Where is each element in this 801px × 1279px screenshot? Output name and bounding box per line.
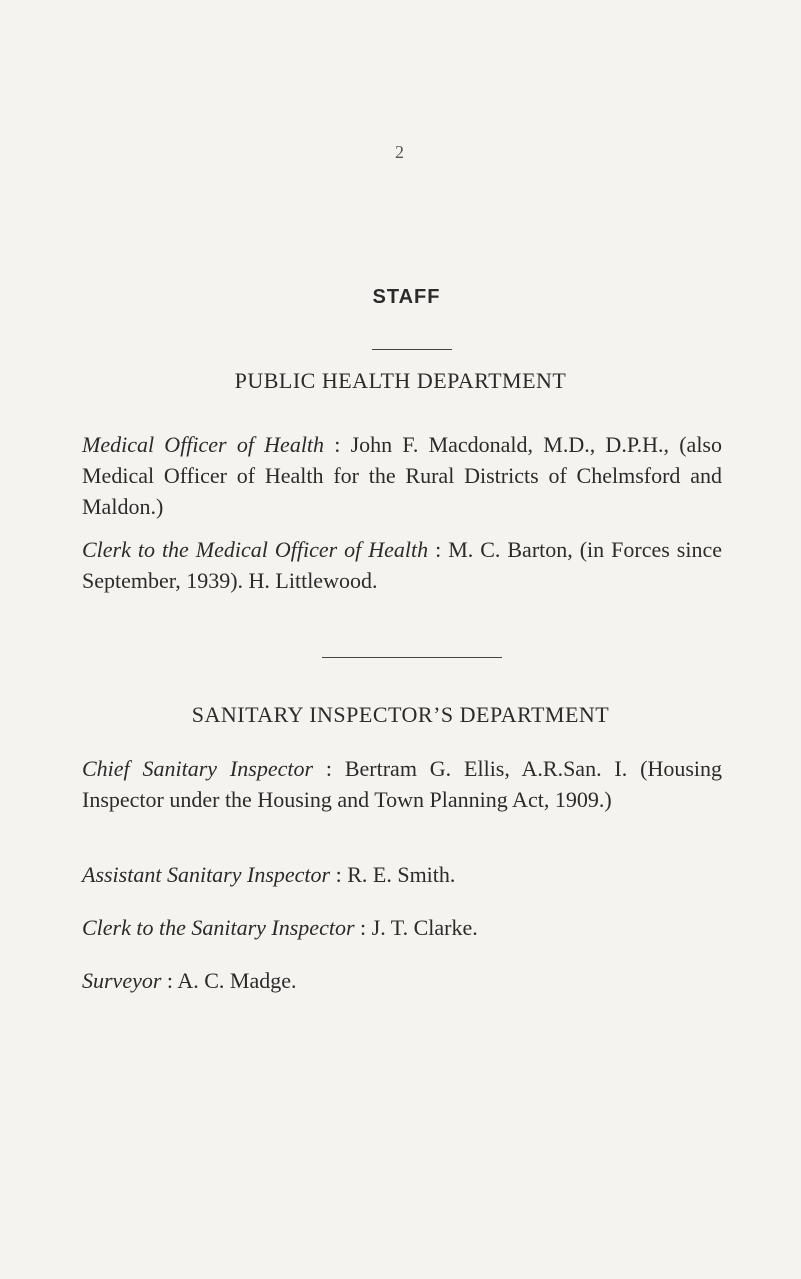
entry-text: : R. E. Smith.	[330, 862, 456, 887]
clerk-medical-officer-entry	[82, 534, 722, 596]
role-label: Surveyor	[82, 968, 162, 993]
role-label: Assistant Sanitary Inspector	[82, 862, 331, 887]
surveyor-entry	[82, 965, 722, 996]
role-label: Medical Officer of Health	[82, 432, 325, 457]
entry-text: : John F. Macdonald, M.D., D.P.H., (also Medical Officer of Health for the Rural Districts of Chelmsford and Maldon.)	[82, 432, 722, 519]
entry-text: : J. T. Clarke.	[354, 915, 478, 940]
sanitary-heading: SANITARY INSPECTOR’S DEPARTMENT	[191, 702, 610, 727]
role-label: Clerk to the Medical Officer of Health	[82, 537, 429, 562]
divider	[372, 349, 452, 350]
assistant-sanitary-inspector-entry	[82, 859, 722, 890]
divider	[322, 657, 502, 658]
page-title: STAFF	[372, 286, 441, 308]
entry-text: : M. C. Barton, (in Forces since September, 1939). H. Littlewood.	[82, 537, 722, 593]
clerk-sanitary-inspector-entry	[82, 912, 722, 943]
chief-sanitary-inspector-entry	[82, 753, 722, 815]
entry-text: : A. C. Madge.	[161, 968, 297, 993]
role-label: Chief Sanitary Inspector	[82, 756, 314, 781]
page-number: 2	[395, 142, 404, 162]
role-label: Clerk to the Sanitary Inspector	[82, 915, 355, 940]
public-health-heading: PUBLIC HEALTH DEPARTMENT	[234, 368, 567, 393]
entry-text: : Bertram G. Ellis, A.R.San. I. (Housing Inspector under the Housing and Town Planning Act, 1909.)	[82, 756, 723, 812]
medical-officer-entry	[82, 429, 722, 522]
